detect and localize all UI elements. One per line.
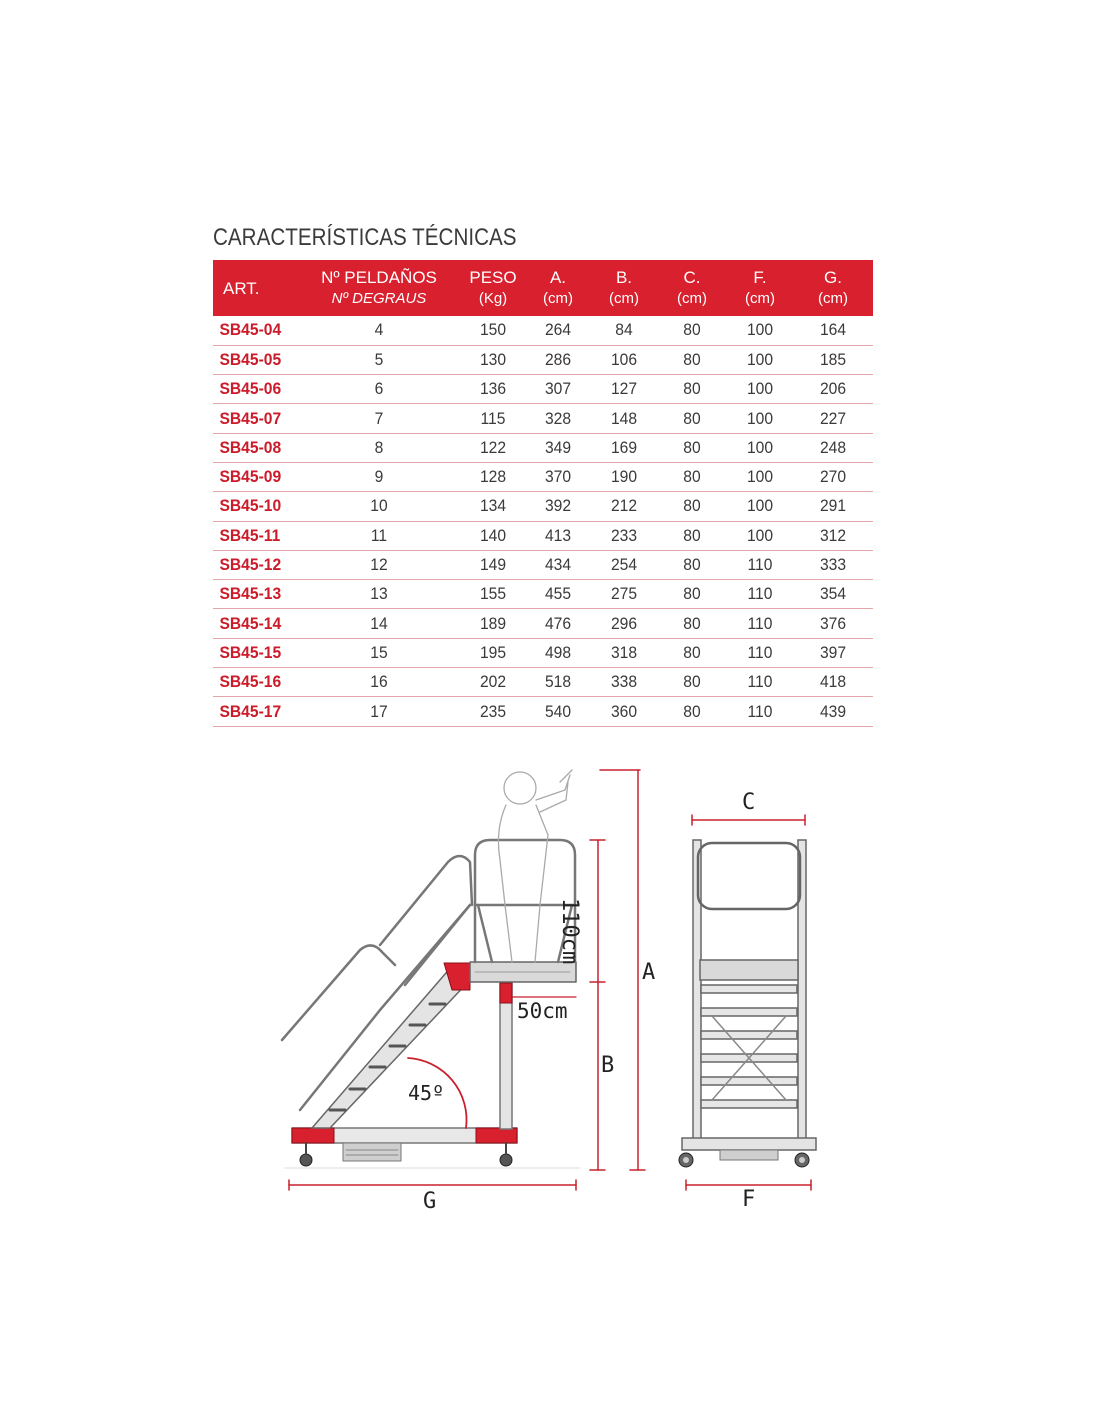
table-cell: 110 (747, 642, 773, 662)
article-code: SB45-09 (219, 467, 282, 487)
table-cell: 4 (374, 320, 384, 340)
table-cell: 80 (683, 672, 701, 692)
header-sublabel: Nº DEGRAUS (331, 290, 427, 307)
table-cell: 349 (544, 437, 572, 457)
table-cell: 185 (819, 349, 847, 369)
table-cell: 80 (683, 584, 701, 604)
label-c: C (742, 790, 756, 815)
header-label: PESO (469, 268, 517, 287)
article-code: SB45-14 (219, 613, 282, 633)
header-sublabel: (cm) (609, 290, 639, 307)
table-cell: 338 (610, 672, 638, 692)
table-cell: 80 (683, 408, 701, 428)
table-cell: 418 (819, 672, 847, 692)
table-cell: 149 (479, 555, 507, 575)
table-cell: 233 (610, 525, 638, 545)
table-cell: 206 (819, 379, 847, 399)
table-cell: 235 (479, 701, 507, 721)
table-cell: 13 (370, 584, 388, 604)
header-label: A. (549, 268, 567, 287)
table-cell: 136 (479, 379, 507, 399)
article-code: SB45-16 (219, 672, 282, 692)
table-cell: 115 (480, 408, 506, 428)
label-b: B (601, 1053, 615, 1078)
table-cell: 15 (370, 642, 388, 662)
table-cell: 100 (746, 408, 774, 428)
table-cell: 80 (683, 642, 701, 662)
table-cell: 296 (610, 613, 638, 633)
label-45-degrees: 45º (408, 1081, 445, 1105)
table-cell: 333 (819, 555, 847, 575)
front-view (679, 815, 816, 1190)
table-cell: 6 (374, 379, 384, 399)
table-cell: 14 (370, 613, 388, 633)
base-frame (292, 1128, 517, 1166)
table-cell: 9 (374, 467, 384, 487)
table-cell: 80 (683, 613, 701, 633)
section-title: CARACTERÍSTICAS TÉCNICAS (213, 224, 517, 251)
table-cell: 254 (610, 555, 638, 575)
table-cell: 110 (747, 613, 773, 633)
article-code: SB45-10 (219, 496, 282, 516)
table-cell: 130 (479, 349, 507, 369)
table-cell: 127 (610, 379, 638, 399)
table-cell: 164 (819, 320, 847, 340)
table-cell: 128 (479, 467, 507, 487)
header-label: ART. (223, 278, 260, 298)
table-cell: 10 (370, 496, 388, 516)
article-code: SB45-17 (219, 701, 282, 721)
table-cell: 7 (374, 408, 384, 428)
article-code: SB45-12 (219, 555, 282, 575)
table-cell: 189 (479, 613, 507, 633)
table-cell: 392 (544, 496, 572, 516)
table-cell: 227 (819, 408, 847, 428)
table-cell: 8 (374, 437, 384, 457)
table-cell: 106 (610, 349, 638, 369)
table-cell: 80 (683, 467, 701, 487)
table-cell: 307 (544, 379, 572, 399)
header-label: G. (824, 268, 842, 287)
rear-post (500, 983, 512, 1129)
stair-stringer (312, 963, 470, 1128)
header-label: C. (683, 268, 701, 287)
article-code: SB45-05 (219, 349, 282, 369)
header-label: Nº PELDAÑOS (321, 268, 437, 287)
article-code: SB45-06 (219, 379, 282, 399)
table-cell: 80 (683, 437, 701, 457)
table-cell: 328 (544, 408, 572, 428)
table-cell: 80 (683, 349, 701, 369)
table-cell: 195 (479, 642, 507, 662)
table-cell: 110 (747, 555, 773, 575)
table-cell: 202 (479, 672, 507, 692)
table-cell: 122 (479, 437, 507, 457)
label-g: G (423, 1189, 437, 1214)
label-110cm: 110cm (557, 898, 582, 965)
table-cell: 439 (819, 701, 847, 721)
label-f: F (742, 1187, 756, 1212)
table-cell: 100 (746, 525, 774, 545)
table-cell: 16 (370, 672, 388, 692)
table-cell: 80 (683, 525, 701, 545)
table-cell: 84 (615, 320, 633, 340)
platform (470, 962, 576, 982)
table-cell: 291 (819, 496, 847, 516)
table-cell: 169 (610, 437, 638, 457)
table-cell: 110 (747, 584, 773, 604)
table-cell: 248 (819, 437, 847, 457)
article-code: SB45-07 (219, 408, 282, 428)
table-cell: 434 (544, 555, 572, 575)
table-cell: 413 (544, 525, 572, 545)
header-label: B. (615, 268, 633, 287)
table-cell: 286 (544, 349, 572, 369)
table-cell: 148 (610, 408, 638, 428)
table-cell: 17 (370, 701, 388, 721)
table-cell: 80 (683, 379, 701, 399)
table-cell: 100 (746, 320, 774, 340)
table-cell: 312 (819, 525, 847, 545)
header-sublabel: (cm) (543, 290, 573, 307)
table-cell: 155 (479, 584, 507, 604)
article-code: SB45-13 (219, 584, 282, 604)
table-cell: 80 (683, 701, 701, 721)
table-cell: 370 (544, 467, 572, 487)
label-a: A (642, 960, 656, 985)
header-sublabel: (cm) (818, 290, 848, 307)
table-cell: 476 (544, 613, 572, 633)
label-50cm: 50cm (517, 999, 568, 1023)
table-cell: 100 (746, 496, 774, 516)
header-label: F. (753, 268, 767, 287)
table-cell: 498 (544, 642, 572, 662)
table-cell: 100 (746, 437, 774, 457)
table-cell: 212 (610, 496, 638, 516)
table-cell: 140 (479, 525, 507, 545)
table-cell: 354 (819, 584, 847, 604)
table-cell: 11 (370, 525, 388, 545)
table-cell: 318 (610, 642, 638, 662)
article-code: SB45-15 (219, 642, 282, 662)
article-code: SB45-11 (219, 525, 281, 545)
dimension-c (692, 815, 805, 825)
dimension-a (600, 770, 645, 1170)
side-view (282, 770, 645, 1190)
table-cell: 270 (819, 467, 847, 487)
table-cell: 80 (683, 496, 701, 516)
table-cell: 134 (479, 496, 507, 516)
header-sublabel: (cm) (745, 290, 775, 307)
table-cell: 360 (610, 701, 638, 721)
table-cell: 100 (746, 379, 774, 399)
table-cell: 540 (544, 701, 572, 721)
table-cell: 150 (479, 320, 507, 340)
table-cell: 264 (544, 320, 572, 340)
table-cell: 190 (610, 467, 638, 487)
table-cell: 455 (544, 584, 572, 604)
table-cell: 376 (819, 613, 847, 633)
table-cell: 397 (819, 642, 847, 662)
table-cell: 100 (746, 349, 774, 369)
table-cell: 110 (747, 672, 773, 692)
header-sublabel: (Kg) (478, 290, 508, 307)
table-cell: 110 (747, 701, 773, 721)
table-cell: 80 (683, 555, 701, 575)
header-sublabel: (cm) (677, 290, 707, 307)
article-code: SB45-04 (219, 320, 282, 340)
table-cell: 12 (370, 555, 388, 575)
dimension-b (590, 840, 605, 1170)
table-cell: 5 (374, 349, 384, 369)
table-cell: 518 (544, 672, 572, 692)
article-code: SB45-08 (219, 437, 282, 457)
table-cell: 80 (683, 320, 701, 340)
table-cell: 275 (610, 584, 638, 604)
table-cell: 100 (746, 467, 774, 487)
